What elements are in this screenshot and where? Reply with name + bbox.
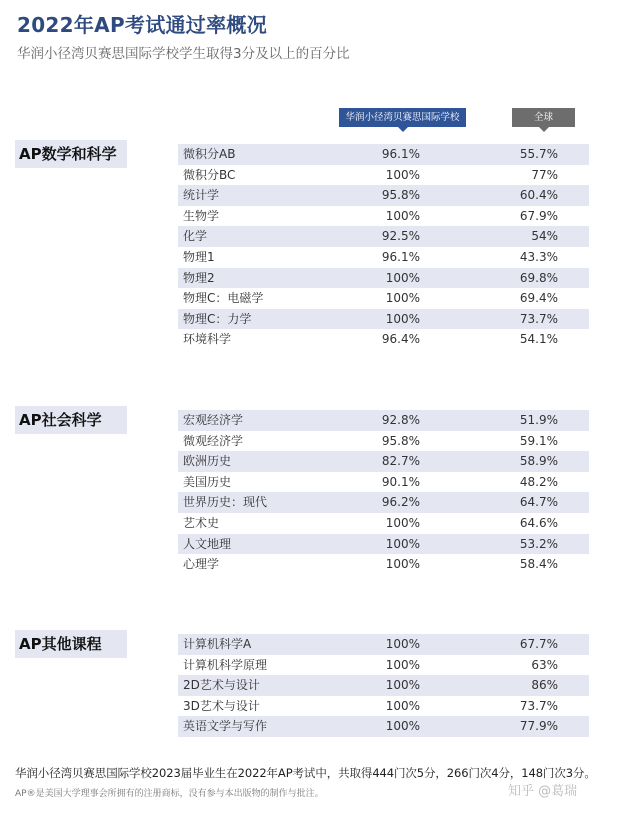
section-rows [178, 634, 589, 737]
global-pass-rate: 58.9% [519, 454, 558, 469]
global-pass-rate: 73.7% [519, 311, 558, 326]
subject-name: 心理学 [183, 557, 220, 572]
global-pass-rate: 77.9% [519, 719, 558, 734]
section-rows [178, 144, 589, 350]
global-pass-rate: 69.8% [519, 270, 558, 285]
subject-name: 世界历史：现代 [183, 495, 268, 510]
subject-name: 宏观经济学 [183, 413, 244, 427]
school-pass-rate: 100% [385, 515, 420, 530]
table-row [178, 268, 589, 289]
trademark-note: AP®是美国大学理事会所拥有的注册商标，没有参与本出版物的制作与批注。 [15, 789, 324, 799]
global-pass-rate: 55.7% [519, 147, 558, 161]
global-pass-rate: 73.7% [519, 698, 558, 713]
table-row [178, 492, 589, 513]
school-pass-rate: 90.1% [381, 474, 420, 489]
school-column-header: 华润小径湾贝赛思国际学校 [339, 108, 466, 127]
table-row [178, 472, 589, 493]
school-pass-rate: 100% [385, 167, 420, 182]
school-pass-rate: 96.1% [381, 147, 420, 161]
global-pass-rate: 54% [531, 229, 558, 244]
global-pass-rate: 51.9% [519, 413, 558, 427]
subject-name: 环境科学 [183, 332, 232, 347]
subject-name: 3D艺术与设计 [183, 698, 260, 713]
school-pass-rate: 100% [385, 208, 420, 223]
section-rows [178, 410, 589, 575]
school-pass-rate: 100% [385, 719, 420, 734]
table-row [178, 288, 589, 309]
global-pass-rate: 58.4% [519, 557, 558, 572]
subject-name: 微积分AB [183, 147, 236, 161]
school-pass-rate: 96.1% [381, 249, 420, 264]
page-title: 2022年AP考试通过率概况 [17, 13, 268, 37]
subject-name: 计算机科学A [183, 637, 252, 651]
school-pass-rate: 95.8% [381, 188, 420, 203]
school-pass-rate: 96.4% [381, 332, 420, 347]
subject-name: 英语文学与写作 [183, 719, 268, 734]
table-row [178, 554, 589, 575]
subject-name: 物理2 [183, 270, 215, 285]
global-column-header: 全球 [512, 108, 575, 127]
subject-name: 人文地理 [183, 536, 232, 551]
section-label: AP其他课程 [15, 630, 127, 658]
global-pass-rate: 77% [531, 167, 558, 182]
school-pass-rate: 96.2% [381, 495, 420, 510]
global-pass-rate: 64.7% [519, 495, 558, 510]
school-pass-rate: 95.8% [381, 433, 420, 448]
table-row [178, 696, 589, 717]
school-pass-rate: 100% [385, 311, 420, 326]
table-row [178, 431, 589, 452]
table-row [178, 309, 589, 330]
table-row [178, 675, 589, 696]
school-pass-rate: 100% [385, 698, 420, 713]
table-row [178, 206, 589, 227]
subject-name: 物理C：力学 [183, 311, 252, 326]
global-pass-rate: 54.1% [519, 332, 558, 347]
school-pass-rate: 100% [385, 536, 420, 551]
global-pass-rate: 69.4% [519, 291, 558, 306]
footer-summary: 华润小径湾贝赛思国际学校2023届毕业生在2022年AP考试中，共取得444门次5分，266门次4分，148门次3分。 [15, 766, 596, 780]
global-pass-rate: 59.1% [519, 433, 558, 448]
table-row [178, 451, 589, 472]
table-row [178, 329, 589, 350]
table-row [178, 534, 589, 555]
school-pass-rate: 92.5% [381, 229, 420, 244]
global-pass-rate: 43.3% [519, 249, 558, 264]
global-pass-rate: 60.4% [519, 188, 558, 203]
table-row [178, 185, 589, 206]
subject-name: 化学 [183, 229, 208, 244]
school-pass-rate: 100% [385, 637, 420, 651]
watermark: 知乎 @葛瑞 [508, 784, 578, 799]
global-pass-rate: 48.2% [519, 474, 558, 489]
global-pass-rate: 86% [531, 678, 558, 693]
table-row [178, 144, 589, 165]
school-pass-rate: 100% [385, 557, 420, 572]
subject-name: 统计学 [183, 188, 220, 203]
table-row [178, 410, 589, 431]
global-pass-rate: 67.7% [519, 637, 558, 651]
subject-name: 微观经济学 [183, 433, 244, 448]
subject-name: 物理C：电磁学 [183, 291, 264, 306]
subject-name: 计算机科学原理 [183, 657, 268, 672]
section-label: AP社会科学 [15, 406, 127, 434]
global-pass-rate: 67.9% [519, 208, 558, 223]
subject-name: 2D艺术与设计 [183, 678, 260, 693]
table-row [178, 226, 589, 247]
subject-name: 微积分BC [183, 167, 236, 182]
table-row [178, 634, 589, 655]
section-label: AP数学和科学 [15, 140, 127, 168]
table-row [178, 165, 589, 186]
subject-name: 艺术史 [183, 515, 220, 530]
table-row [178, 716, 589, 737]
school-pass-rate: 82.7% [381, 454, 420, 469]
subject-name: 欧洲历史 [183, 454, 232, 469]
school-pass-rate: 92.8% [381, 413, 420, 427]
page-subtitle: 华润小径湾贝赛思国际学校学生取得3分及以上的百分比 [17, 46, 350, 62]
global-pass-rate: 64.6% [519, 515, 558, 530]
subject-name: 物理1 [183, 249, 215, 264]
school-pass-rate: 100% [385, 291, 420, 306]
school-pass-rate: 100% [385, 657, 420, 672]
global-pass-rate: 53.2% [519, 536, 558, 551]
school-pass-rate: 100% [385, 270, 420, 285]
subject-name: 美国历史 [183, 474, 232, 489]
school-pass-rate: 100% [385, 678, 420, 693]
table-row [178, 655, 589, 676]
subject-name: 生物学 [183, 208, 220, 223]
global-pass-rate: 63% [531, 657, 558, 672]
table-row [178, 247, 589, 268]
table-row [178, 513, 589, 534]
